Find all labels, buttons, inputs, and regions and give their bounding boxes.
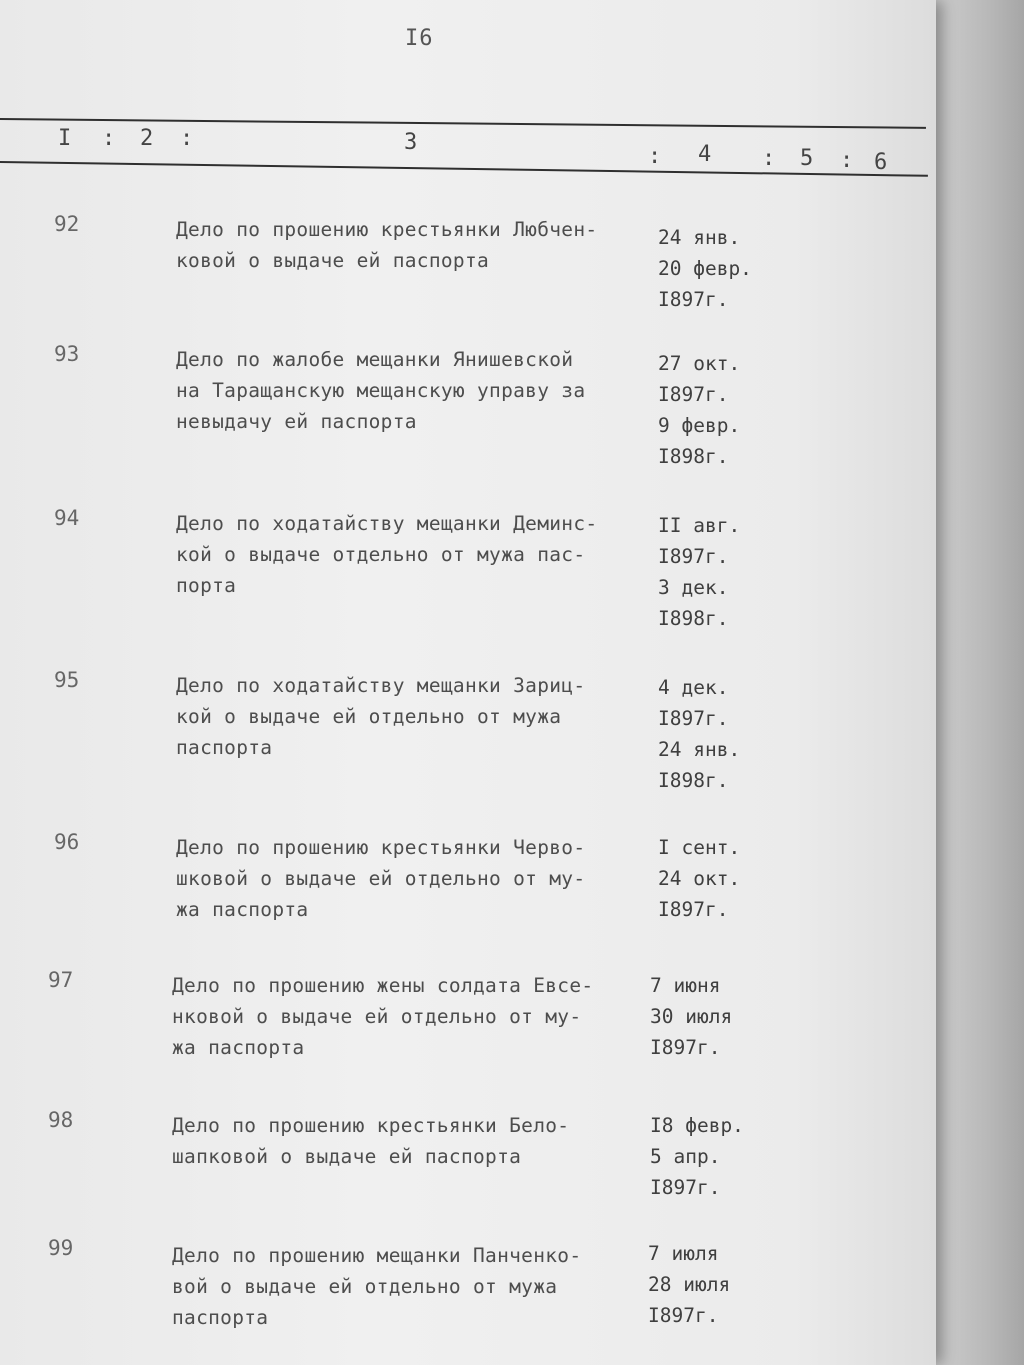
column-separator: : [762, 146, 776, 171]
record-date: 9 февр. [658, 414, 741, 437]
record-number: 92 [54, 212, 80, 236]
column-header-2: 2 [140, 126, 154, 151]
record-date: 27 окт. [658, 352, 741, 375]
record-date: I898г. [658, 445, 729, 468]
record-description: Дело по прошению жены солдата Евсе- нковой о выдаче ей отдельно от му- жа паспорта [172, 974, 594, 1059]
record-date: I сент. [658, 836, 741, 859]
record-date: 7 июня [650, 974, 721, 997]
record-date: 24 янв. [658, 738, 741, 761]
record-date: I897г. [658, 288, 729, 311]
record-dates [658, 672, 740, 796]
header-rule-top [0, 118, 926, 129]
record-dates [658, 832, 740, 925]
record-date: I898г. [658, 607, 729, 630]
page-number: I6 [405, 26, 434, 51]
record-dates [658, 510, 740, 634]
record-date: 3 дек. [658, 576, 729, 599]
record-description: Дело по ходатайству мещанки Зариц- кой о выдаче ей отдельно от мужа паспорта [176, 674, 586, 759]
column-header-4: 4 [698, 142, 712, 167]
record-dates [658, 222, 752, 315]
record-description: Дело по прошению крестьянки Бело- шапковой о выдаче ей паспорта [172, 1114, 570, 1168]
record-description: Дело по прошению мещанки Панченко- вой о выдаче ей отдельно от мужа паспорта [172, 1244, 582, 1329]
column-separator: : [648, 144, 662, 169]
record-number: 99 [48, 1236, 74, 1260]
record-date: 30 июля [650, 1005, 733, 1028]
record-number: 93 [54, 342, 80, 366]
record-number: 98 [48, 1108, 74, 1132]
record-date: I897г. [658, 383, 729, 406]
column-header-1: I [58, 126, 72, 151]
header-rule-bottom [0, 161, 928, 177]
record-date: 28 июля [648, 1273, 731, 1296]
record-dates [658, 348, 740, 472]
record-date: II авг. [658, 514, 741, 537]
record-date: 7 июля [648, 1242, 719, 1265]
record-number: 94 [54, 506, 80, 530]
record-date: 5 апр. [650, 1145, 721, 1168]
record-date: I897г. [658, 707, 729, 730]
record-description: Дело по ходатайству мещанки Деминс- кой о выдаче отдельно от мужа пас- порта [176, 512, 598, 597]
record-date: I897г. [658, 545, 729, 568]
column-header-3: 3 [404, 130, 418, 155]
column-separator: : [180, 126, 194, 151]
column-header-6: 6 [874, 150, 888, 175]
record-dates [648, 1238, 730, 1331]
record-dates [650, 1110, 744, 1203]
record-description: Дело по жалобе мещанки Янишевской на Таращанскую мещанскую управу за невыдачу ей паспорта [176, 348, 586, 433]
record-date: I8 февр. [650, 1114, 744, 1137]
record-date: I898г. [658, 769, 729, 792]
record-date: I897г. [650, 1036, 721, 1059]
record-number: 96 [54, 830, 80, 854]
record-date: 4 дек. [658, 676, 729, 699]
record-dates [650, 970, 732, 1063]
column-separator: : [102, 126, 116, 151]
column-separator: : [840, 148, 854, 173]
underlying-page [930, 0, 1024, 1365]
record-number: 95 [54, 668, 80, 692]
record-date: I897г. [648, 1304, 719, 1327]
record-date: 24 окт. [658, 867, 741, 890]
record-date: 24 янв. [658, 226, 741, 249]
record-description: Дело по прошению крестьянки Любчен- ковой о выдаче ей паспорта [176, 218, 598, 272]
record-date: I897г. [658, 898, 729, 921]
column-header-5: 5 [800, 146, 814, 171]
record-date: I897г. [650, 1176, 721, 1199]
record-number: 97 [48, 968, 74, 992]
record-description: Дело по прошению крестьянки Червo- шковой о выдаче ей отдельно от му- жа паспорта [176, 836, 586, 921]
record-date: 20 февр. [658, 257, 752, 280]
